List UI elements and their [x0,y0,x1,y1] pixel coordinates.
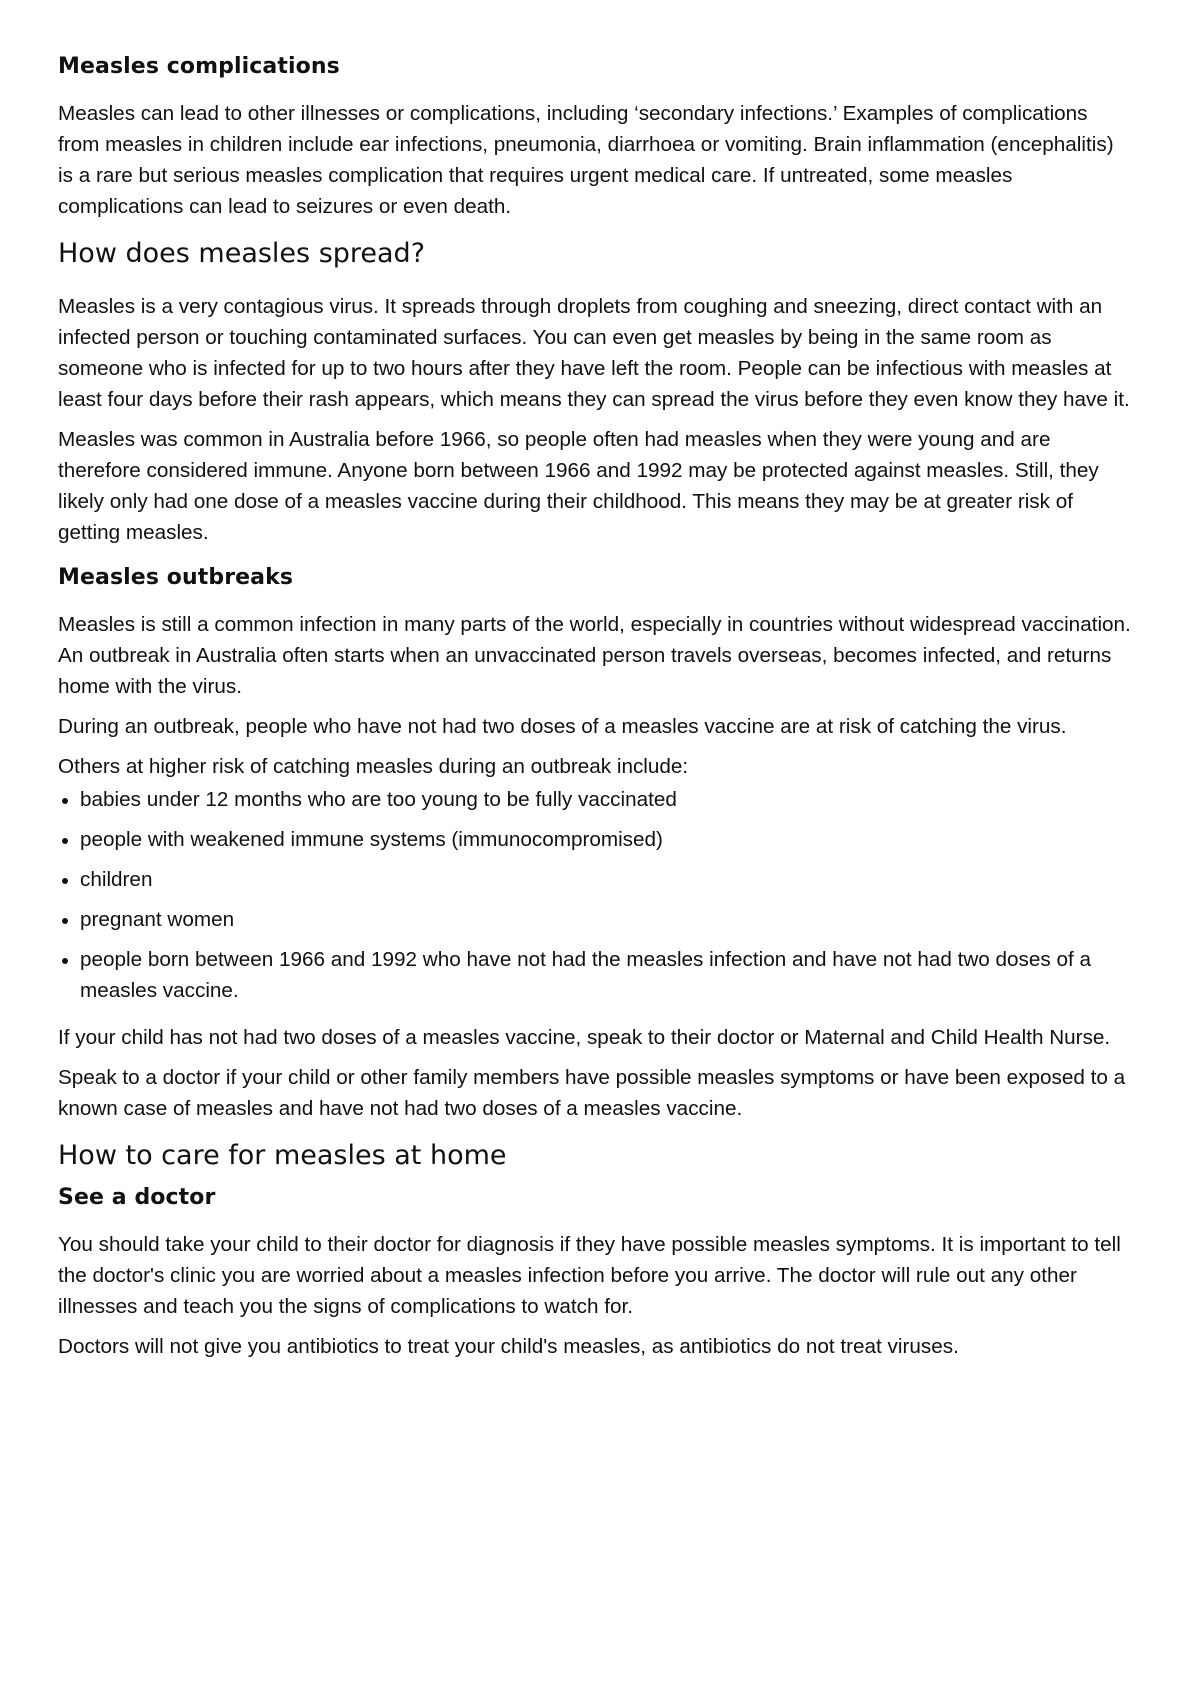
spread-paragraph: Measles was common in Australia before 1966, so people often had measles when they were young and are therefore considered immune. Anyone born between 1966 and 1992 may be protected against measles. Still, they likely only had one dose of a measles vaccine during their childhood. This means they may be at greater risk of getting measles. [58,428,1099,544]
risk-list [58,784,1132,1006]
care-paragraph: You should take your child to their doctor for diagnosis if they have possible measles symptoms. It is important to tell the doctor's clinic you are worried about a measles infection before you arrive. The doctor will rule out any other illnesses and teach you the signs of complications to watch for. [58,1233,1121,1318]
see-doctor-heading: See a doctor [58,1185,216,1210]
list-item: pregnant women [58,904,1132,935]
list-item: babies under 12 months who are too young to be fully vaccinated [58,784,1132,815]
spread-paragraph: Measles is a very contagious virus. It spreads through droplets from coughing and sneezing, direct contact with an infected person or touching contaminated surfaces. You can even get measles by being in the same room as someone who is infected for up to two hours after they have left the room. People can be infectious with measles at least four days before their rash appears, which means they can spread the virus before they even know they have it. [58,295,1130,411]
outbreaks-list-intro: Others at higher risk of catching measles during an outbreak include: [58,755,689,778]
outbreaks-paragraph: Measles is still a common infection in many parts of the world, especially in countries without widespread vaccination. An outbreak in Australia often starts when an unvaccinated person travels overseas, becomes infected, and returns home with the virus. [58,613,1131,698]
complications-paragraph: Measles can lead to other illnesses or complications, including ‘secondary infections.’ Examples of complications from measles in children include ear infections, pneumonia, diarrhoea or vomiting. Brain inflammation (encephalitis) is a rare but serious measles complication that requires urgent medical care. If untreated, some measles complications can lead to seizures or even death. [58,102,1114,218]
complications-heading: Measles complications [58,54,340,79]
spread-heading: How does measles spread? [58,238,426,269]
outbreaks-paragraph: During an outbreak, people who have not had two doses of a measles vaccine are at risk of catching the virus. [58,715,1067,738]
outbreaks-heading: Measles outbreaks [58,565,294,590]
outbreaks-paragraph: Speak to a doctor if your child or other family members have possible measles symptoms or have been exposed to a known case of measles and have not had two doses of a measles vaccine. [58,1066,1126,1120]
care-heading: How to care for measles at home [58,1140,507,1171]
list-item: people with weakened immune systems (immunocompromised) [58,824,1132,855]
outbreaks-paragraph: If your child has not had two doses of a measles vaccine, speak to their doctor or Maternal and Child Health Nurse. [58,1026,1111,1049]
list-item: people born between 1966 and 1992 who have not had the measles infection and have not had two doses of a measles vaccine. [58,944,1132,1006]
list-item: children [58,864,1132,895]
care-paragraph: Doctors will not give you antibiotics to treat your child's measles, as antibiotics do not treat viruses. [58,1335,959,1358]
